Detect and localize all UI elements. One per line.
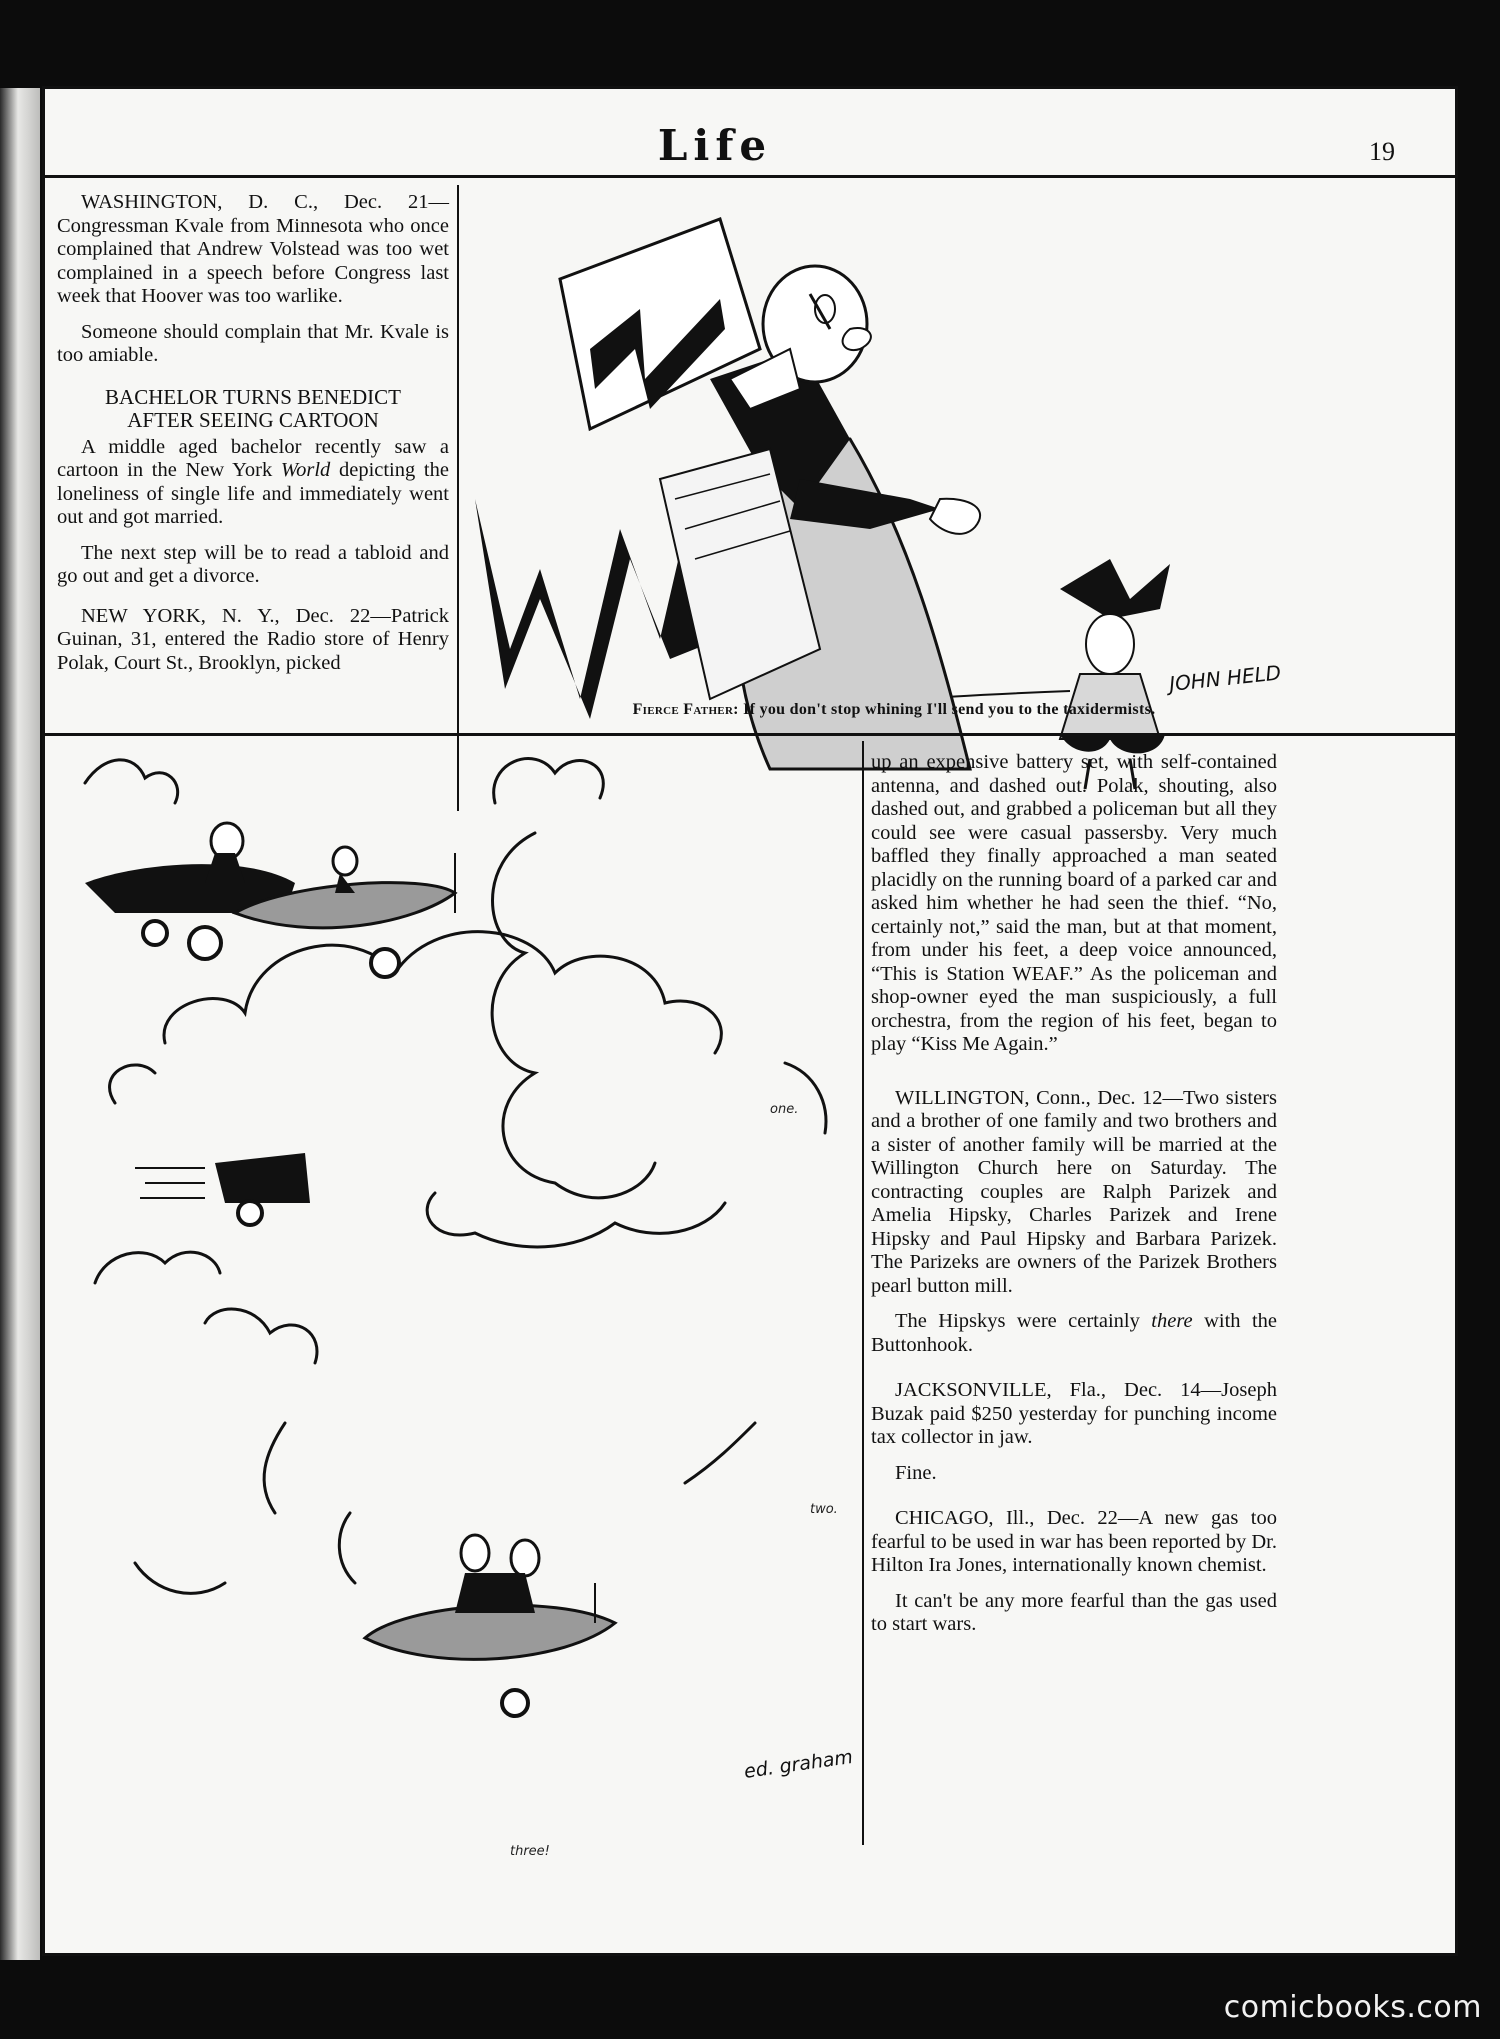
panel-label-one: one. — [770, 1102, 799, 1117]
article-willington-quip: The Hipskys were certainly there with the Buttonhook. — [871, 1310, 1277, 1356]
page-header — [45, 89, 1455, 171]
plane-two-black — [135, 1153, 310, 1225]
article-washington-quip: Someone should complain that Mr. Kvale is too amiable. — [57, 320, 449, 366]
column-rule-bottom — [862, 741, 864, 1845]
article-jacksonville-quip: Fine. — [895, 1461, 937, 1484]
article-bachelor-quip: The next step will be to read a tabloid and go out and get a divorce. — [57, 541, 449, 587]
header-rule — [45, 175, 1455, 178]
article-chicago-quip: It can't be any more fearful than the gas used to start wars. — [871, 1589, 1277, 1635]
plane-three-grey — [365, 1535, 615, 1716]
panel-label-three: three! — [510, 1844, 550, 1859]
article-bachelor: A middle aged bachelor recently saw a cartoon in the New York World depicting the loneliness of single life and immediately went out and got married. — [57, 435, 449, 528]
caption-speaker: Fierce Father: — [632, 701, 739, 718]
section-rule — [45, 733, 1455, 736]
article-washington: WASHINGTON, D. C., Dec. 21—Congressman Kvale from Minnesota who once complained that Andrew Volstead was too wet complained in a speech before Congress last week that Hoover was too warlike. — [57, 191, 449, 307]
artist-signature-graham: ed. graham — [742, 1745, 855, 1783]
article-newyork-cont: up an expensive battery set, with self-contained antenna, and dashed out. Polak, shouting, also dashed out, and grabbed a policeman but all they could see were casual passersby. Very much baffled they finally approached a man seated placidly on the running board of a parked car and asked him whether he had seen the thief. “No, certainly not,” said the man, but at that moment, from under his feet, a deep voice announced, “This is Station WEAF.” As the policeman and shop-owner eyed the man suspiciously, a full orchestra, from the region of his feet, began to play “Kiss Me Again.” — [871, 751, 1277, 1055]
article-chicago: CHICAGO, Ill., Dec. 22—A new gas too fearful to be used in war has been reported by Dr. Hilton Ira Jones, internationally known chemist. — [871, 1507, 1277, 1576]
binding-spine — [0, 88, 40, 1960]
headline-line-2: AFTER SEEING CARTOON — [127, 407, 379, 432]
headline-line-1: BACHELOR TURNS BENEDICT — [105, 384, 401, 409]
magazine-page — [42, 86, 1458, 1956]
right-text-column — [871, 751, 1277, 1649]
cartoon-airplanes — [55, 743, 875, 1893]
artist-signature-held: JOHN HELD — [1168, 660, 1283, 696]
left-text-column — [57, 191, 449, 687]
article-headline — [57, 386, 449, 432]
masthead-title: Life — [657, 121, 773, 170]
plane-one-black — [85, 823, 295, 959]
column-rule-top — [457, 185, 459, 811]
panel-label-two: two. — [810, 1502, 838, 1517]
cartoon-caption — [470, 701, 1318, 719]
caption-text: If you don't stop whining I'll send you to the taxidermists. — [738, 701, 1156, 718]
article-newyork-start: NEW YORK, N. Y., Dec. 22—Patrick Guinan, 31, entered the Radio store of Henry Polak, Court St., Brooklyn, picked — [57, 604, 449, 674]
page-number: 19 — [1369, 137, 1395, 166]
article-willington: WILLINGTON, Conn., Dec. 12—Two sisters and a brother of one family and two brothers and a sister of another family will be married at the Willington Church here on Saturday. The contracting couples are Ralph Parizek and Amelia Hipsky, Charles Parizek and Irene Hipsky and Paul Hipsky and Barbara Parizek. The Parizeks are owners of the Parizek Brothers pearl button mill. — [871, 1086, 1277, 1297]
article-jacksonville: JACKSONVILLE, Fla., Dec. 14—Joseph Buzak paid $250 yesterday for punching income tax collector in jaw. — [871, 1379, 1277, 1448]
site-watermark: comicbooks.com — [1223, 1990, 1482, 2025]
plane-one-grey — [235, 847, 455, 977]
